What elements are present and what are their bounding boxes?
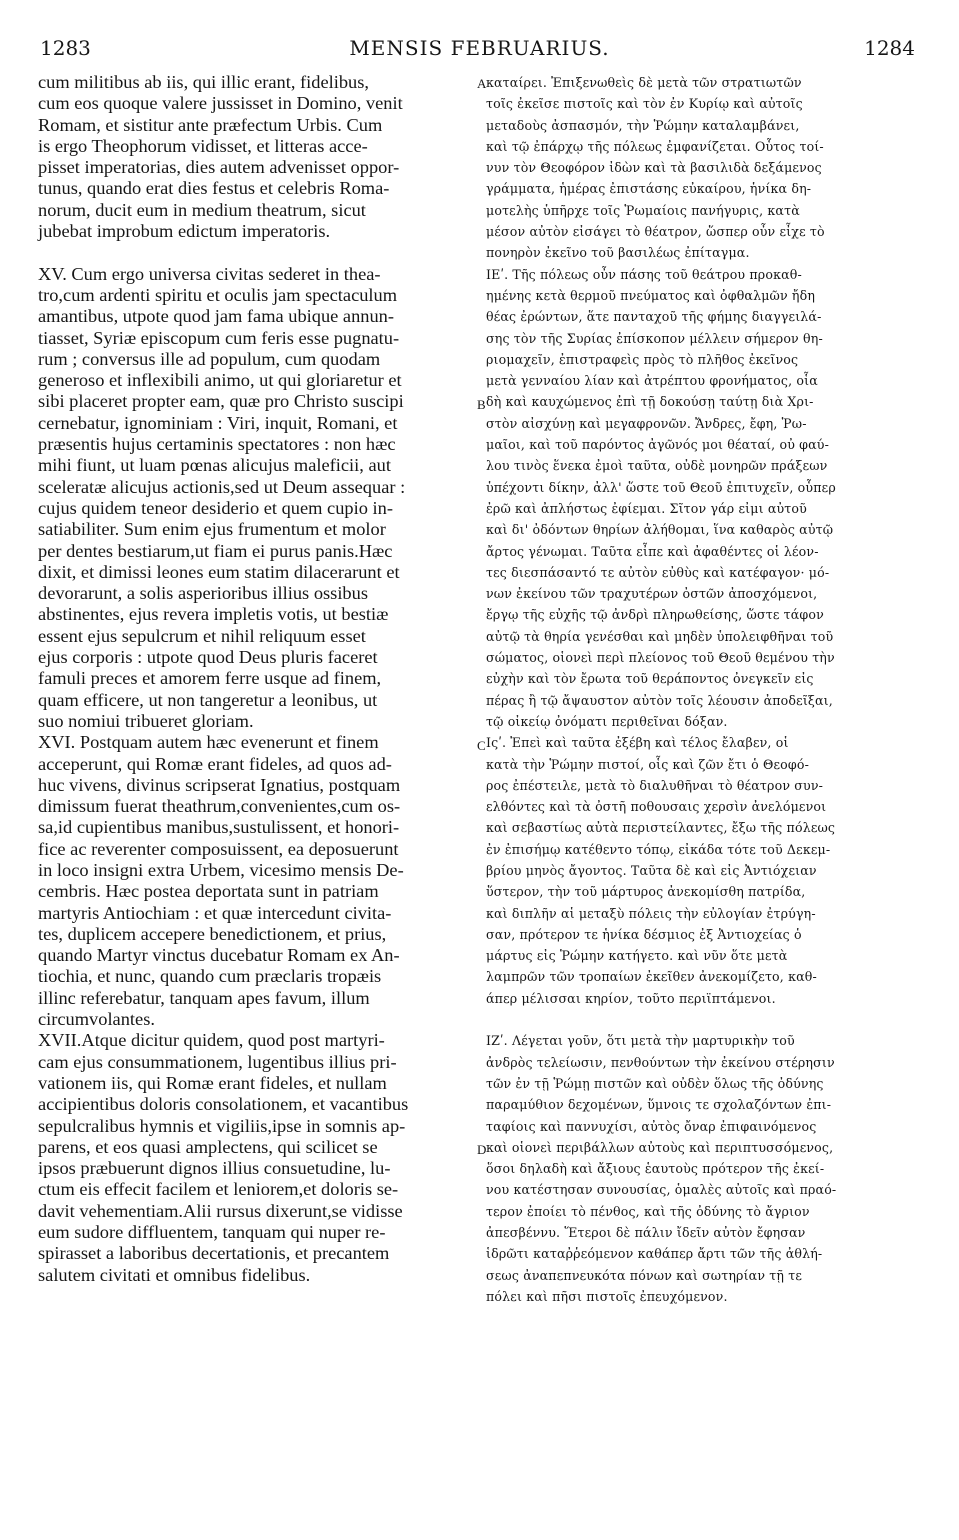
greek-text-line: μέσον αὐτὸν εἰσάγει τὸ θέατρον, ὥσπερ οὖν εἶχε τὸ xyxy=(486,224,825,240)
greek-text-line: καὶ οἱονεὶ περιβάλλων αὐτοὺς καὶ περιπτυσσόμενος, xyxy=(486,1139,834,1155)
latin-text-line: satiabiliter. Sum enim ejus frumentum et molor xyxy=(38,519,386,540)
latin-column xyxy=(38,72,470,1286)
latin-text-line: cum eos quoque valere jussisset in Domino, venit xyxy=(38,93,403,114)
latin-text-line: devorarunt, a solis asperioribus illius ossibus xyxy=(38,583,368,604)
greek-text-line: λαμπρῶν τῶν τροπαίων ἐκεῖθεν ἀνεκομίζετο, καθ- xyxy=(486,969,817,985)
latin-text-line xyxy=(38,242,470,263)
greek-text-line: στὸν αἰσχύνῃ καὶ μεγαφρονῶν. Ἄνδρες, ἔφη, Ῥω- xyxy=(486,415,807,431)
latin-text-line: ipsos præbuerunt dignos illius consuetudine, lu- xyxy=(38,1158,391,1179)
running-title: MENSIS FEBRUARIUS. xyxy=(349,36,610,60)
greek-text-line: ημένης κετὰ θερμοῦ πνεύματος καὶ ὀφθαλμῶν ἤδη xyxy=(486,287,816,303)
greek-text-line: νυν τὸν Θεοφόρον ἰδὼν καὶ τὰ βασιλιδὰ δεξάμενος xyxy=(486,160,822,176)
greek-text-line: γράμματα, ἡμέρας ἐπιστάσης εὐκαίρου, ἡνίκα δη- xyxy=(486,181,812,197)
greek-text-line: βρίου μηνὸς ἄγοντος. Ταῦτα δὲ καὶ εἰς Ἀντιόχειαν xyxy=(486,862,817,878)
latin-text-line: tunus, quando erat dies festus et celebris Roma- xyxy=(38,178,390,199)
latin-text-line: vationem iis, qui Romæ erant fideles, et nullam xyxy=(38,1072,387,1093)
greek-text-line: μαῖοι, καὶ τοῦ παρόντος ἀγῶνός μοι θέαταί, οὐ φαύ- xyxy=(486,437,830,453)
latin-text-line: XV. Cum ergo universa civitas sederet in thea- xyxy=(38,263,381,284)
latin-text-line: pisset imperatorias, dies autem advenisset oppor- xyxy=(38,157,400,178)
latin-text-line: eum sudore diffluentem, tanquam qui nuper re- xyxy=(38,1222,386,1243)
latin-text-line: cernebatur, ignominiam : Viri, inquit, Romani, et xyxy=(38,412,398,433)
latin-text-line: in loco insigni extra Urbem, vicesimo mensis De- xyxy=(38,859,404,880)
latin-text-line: tes, duplicem accepere benedictionem, et prius, xyxy=(38,923,387,944)
greek-text-line: ἄρτος γένωμαι. Ταῦτα εἶπε καὶ ἀφαθέντες οἱ λέον- xyxy=(486,543,819,559)
greek-text-line: τοῖς ἐκεῖσε πιστοῖς καὶ τὸν ἐν Κυρίῳ καὶ αὐτοῖς xyxy=(486,96,803,112)
latin-text-line: Romam, et sistitur ante præfectum Urbis. Cum xyxy=(38,114,383,135)
greek-text-line: ὕστερον, τὴν τοῦ μάρτυρος ἀνεκομίσθη πατρίδα, xyxy=(486,884,806,900)
greek-text-line: καὶ διπλῆν αἱ μεταξὺ πόλεις τὴν εὐλογίαν ἐτρύγη- xyxy=(486,905,816,921)
latin-text-line: tiasset, Syriæ episcopum cum feris esse pugnatu- xyxy=(38,327,400,348)
greek-text-line: τες διεσπάσαντό τε αὐτὸν εὐθὺς καὶ κατέφαγον· μό- xyxy=(486,564,830,580)
greek-text-line: καταίρει. Ἐπιξενωθεὶς δὲ μετὰ τῶν στρατιωτῶν xyxy=(486,75,802,90)
latin-text-line: tro,cum ardenti spiritu et oculis jam spectaculum xyxy=(38,284,398,305)
latin-text-line: quam efficere, ut non tangeretur a leonibus, ut xyxy=(38,689,378,710)
latin-text-line: cam ejus consummationem, lugentibus illius pri- xyxy=(38,1051,397,1072)
latin-text-line: ctum eis effecit facilem et leniorem,et doloris se- xyxy=(38,1179,399,1200)
latin-text-line: dimissum fuerat theathrum,convenientes,cum os- xyxy=(38,796,401,817)
greek-text-line: σης τὸν τῆς Συρίας ἐπίσκοπον μέλλειν σήμερον θη- xyxy=(486,330,823,346)
latin-text-line: martyris Antiochiam : et quæ intercedunt civita- xyxy=(38,902,392,923)
latin-text-line: jubebat improbum edictum imperatoris. xyxy=(38,221,331,242)
page-number-right: 1284 xyxy=(864,36,915,60)
greek-text-line: καὶ τῷ ἐπάρχῳ τῆς πόλεως ἐμφανίζεται. Οὗτος τοί- xyxy=(486,138,824,154)
greek-text-line: κατὰ τὴν Ῥώμην πιστοί, οἷς καὶ ζῶν ἔτι ὁ Θεοφό- xyxy=(486,756,809,772)
latin-text-line: sibi placeret propter eam, quæ pro Christo suscipi xyxy=(38,391,404,412)
page-number-left: 1283 xyxy=(40,36,91,60)
latin-text-line: illinc referebatur, tanquam apes favum, illum xyxy=(38,987,370,1008)
latin-text-line: huc vivens, divinus scripserat Ignatius, postquam xyxy=(38,774,401,795)
greek-text-line: παραμύθιον δεχομένων, ὕμνοις τε σχολαζόντων ἐπι- xyxy=(486,1097,832,1113)
latin-text-line: præsentis hujus certaminis spectatores : non hæc xyxy=(38,434,396,455)
latin-text-line: davit vehementiam.Alii rursus dixerunt,se vidisse xyxy=(38,1200,403,1221)
latin-text-line: generoso et inflexibili animo, ut qui gloriaretur et xyxy=(38,370,402,391)
latin-text-line: sepulcralibus hymnis et vigiliis,ipse in somnis ap- xyxy=(38,1115,406,1136)
latin-text-line: norum, ducit eum in medium theatrum, sicut xyxy=(38,199,366,220)
latin-text-line: salutem civitati et omnibus fidelibus. xyxy=(38,1264,311,1285)
latin-text-line: sa,id cupientibus manibus,sustulissent, et honori- xyxy=(38,817,400,838)
greek-text-line: τῶν ἐν τῇ Ῥώμῃ πιστῶν καὶ οὐδὲν ὅλως τῆς ὀδύνης xyxy=(486,1075,824,1091)
greek-text-line: ριομαχεῖν, ἐπιστραφεὶς πρὸς τὸ πλῆθος ἐκεῖνος xyxy=(486,351,799,367)
greek-text-line: ἐν ἐπισήμῳ κατέθεντο τόπῳ, εἰκάδα τότε τοῦ Δεκεμ- xyxy=(486,841,831,857)
latin-text-line: dixit, et dimissi leones eum statim dilacerarunt et xyxy=(38,561,400,582)
greek-text-line: καὶ σεβαστίως αὐτὰ περιστείλαντες, ἔξω τῆς πόλεως xyxy=(486,820,836,836)
greek-text-line: ΙΕʹ. Τῆς πόλεως οὖν πάσης τοῦ θεάτρου προκαθ- xyxy=(486,266,802,282)
latin-text-line: acceperunt, qui Romæ erant fideles, ad quos ad- xyxy=(38,753,392,774)
greek-text-line: λου τινὸς ἕνεκα ἐμοὶ ταῦτα, οὐδὲ μονηρῶν πράξεων xyxy=(486,458,828,474)
margin-letter-d: D xyxy=(477,1142,487,1157)
greek-text-line: μεταδοὺς ἀσπασμόν, τὴν Ῥώμην καταλαμβάνει, xyxy=(486,117,800,133)
greek-text-line: νου κατέστησαν συνουσίας, ὁμαλὲς αὐτοῖς καὶ πραό- xyxy=(486,1182,837,1198)
latin-text-line: rum ; conversus ille ad populum, cum quodam xyxy=(38,348,381,369)
greek-text-line: σεως ἀναπεπνευκότα πόνων καὶ σωτηρίαν τῇ τε xyxy=(486,1267,803,1283)
greek-text-line: μοτελὴς ὑπῆρχε τοῖς Ῥωμαίοις πανήγυρις, κατὰ xyxy=(486,202,800,218)
latin-text-line: per dentes bestiarum,ut fiam ei purus panis.Hæc xyxy=(38,540,393,561)
greek-text-line: μετὰ γενναίου λίαν καὶ ἀτρέπτου φρονήματος, οἷα xyxy=(486,373,818,389)
greek-text-line: ἔργῳ τῆς εὐχῆς τῷ ἀνδρὶ πληρωθείσης, ὥστε τάφον xyxy=(486,607,824,623)
greek-text-line xyxy=(486,1009,932,1030)
greek-text-line: σαν, πρότερον τε ἡνίκα δέσμιος ἐξ Ἀντιοχείας ὁ xyxy=(486,926,802,942)
greek-text-line: δὴ καὶ καυχώμενος ἐπὶ τῇ δοκούσῃ ταύτῃ διὰ Χρι- xyxy=(486,394,814,410)
greek-text-line: ὅσοι δηλαδὴ καὶ ἄξιους ἑαυτοὺς πρότερον τῆς ἐκεί- xyxy=(486,1161,825,1177)
greek-text-line: πόλει καὶ πῆσι πιστοῖς ἐπευχόμενον. xyxy=(486,1288,728,1304)
greek-text-line: θέας ἐρώντων, ἅτε πανταχοῦ τῆς φήμης διαγγειλά- xyxy=(486,309,822,325)
latin-text-line: fice ac reverenter composuissent, ea deposuerunt xyxy=(38,838,399,859)
margin-letter-c: C xyxy=(477,738,486,753)
latin-text-line: ejus corporis : utpote quod Deus pluris faceret xyxy=(38,647,378,668)
greek-text-line: μάρτυς εἰς Ῥώμην κατήγετο. καὶ νῦν ὅτε μετὰ xyxy=(486,948,788,964)
greek-text-line: ἱδρῶτι καταῤῥεόμενον καθάπερ ἄρτι τῶν τῆς ἀθλή- xyxy=(486,1246,823,1262)
latin-text-line: cum militibus ab iis, qui illic erant, fidelibus, xyxy=(38,72,369,92)
margin-letter-b: B xyxy=(477,397,486,412)
greek-text-line: σώματος, οἱονεὶ περὶ πλείονος τοῦ Θεοῦ θεμένου τὴν xyxy=(486,650,835,666)
greek-text-line: νων ἐκείνου τῶν τραχυτέρων ὀστῶν ἀποσχόμενοι, xyxy=(486,586,818,602)
latin-text-line: essent ejus sepulcrum et nihil reliquum esset xyxy=(38,625,366,646)
latin-text-line: XVI. Postquam autem hæc evenerunt et finem xyxy=(38,732,379,753)
greek-text-line: ταφίοις καὶ παννυχίσι, αὐτὸς ὄναρ ἐπιφαινόμενος xyxy=(486,1118,817,1134)
greek-text-line: ἐρῶ καὶ ἀπλήστως ἐφίεμαι. Σῖτον γάρ εἰμι αὐτοῦ xyxy=(486,500,807,516)
latin-text-line: amantibus, utpote quod jam fama ubique annun- xyxy=(38,306,394,327)
latin-text-line: parens, et eos quasi amplectens, qui scilicet se xyxy=(38,1136,378,1157)
greek-text-line: ΙΖʹ. Λέγεται γοῦν, ὅτι μετὰ τὴν μαρτυρικὴν τοῦ xyxy=(486,1033,795,1049)
greek-text-line: ἀνδρὸς τελείωσιν, πενθούντων τὴν ἐκείνου στέρησιν xyxy=(486,1054,835,1070)
greek-text-line: ἀπεσβέννυ. Ἕτεροι δὲ πάλιν ἴδεῖν αὐτὸν ἔφησαν xyxy=(486,1225,806,1241)
greek-text-line: άπερ μέλισσαι κηρίον, τοῦτο περιϊπτάμενοι. xyxy=(486,990,776,1006)
greek-text-line: πονηρὸν ἐκεῖνο τοῦ βασιλέως ἐπίταγμα. xyxy=(486,245,750,261)
latin-text-line: sceleratæ alicujus actionis,sed ut Deum assequar : xyxy=(38,476,406,497)
latin-text-line: famuli preces et amorem ferre usque ad finem, xyxy=(38,668,382,689)
greek-text-line: αὐτῷ τὰ θηρία γενέσθαι καὶ μηδὲν ὑπολειφθῆναι τοῦ xyxy=(486,628,834,644)
greek-text-line: ρος ἐπέστειλε, μετὰ τὸ διαλυθῆναι τὸ θέατρον συν- xyxy=(486,777,824,793)
greek-text-line: πέρας ἢ τῷ ἄψαυστον αὐτὸν τοῖς λέουσιν ἀποδεῖξαι, xyxy=(486,692,833,708)
latin-text-line: suo nomiui tribueret gloriam. xyxy=(38,710,254,731)
greek-text-line: εὐχὴν καὶ τὸν ἔρωτα τοῦ θεράποντος ὀνεγκεῖν εἰς xyxy=(486,671,814,687)
greek-text-line: καὶ δι' ὀδόντων θηρίων ἀλήθομαι, ἵνα καθαρὸς αὐτῷ xyxy=(486,522,834,538)
greek-text-line: ὑπέχοντι δίκην, ἀλλ' ὥστε τοῦ Θεοῦ ἐπιτυχεῖν, οὗπερ xyxy=(486,479,836,495)
latin-text-line: cujus quidem teneor desiderio et quem cupio in- xyxy=(38,497,393,518)
latin-text-line: XVII.Atque dicitur quidem, quod post martyri- xyxy=(38,1030,385,1051)
greek-text-line: τῷ οἰκείῳ ὀνόματι περιθεῖναι δόξαν. xyxy=(486,713,728,729)
greek-column xyxy=(486,72,932,1307)
greek-text-line: ελθόντες καὶ τὰ ὀστῆ ποθουσαις χερσὶν ἀνελόμενοι xyxy=(486,799,827,815)
latin-text-line: mihi fiunt, ut luam pœnas alicujus maleficii, aut xyxy=(38,455,391,476)
latin-text-line: is ergo Theophorum vidisset, et litteras acce- xyxy=(38,135,368,156)
latin-text-line: spirasset a laboribus decertationis, et precantem xyxy=(38,1243,390,1264)
margin-letter-a: A xyxy=(477,76,487,91)
latin-text-line: cembris. Hæc postea deportata sunt in patriam xyxy=(38,881,379,902)
latin-text-line: quando Martyr vinctus ducebatur Romam ex An- xyxy=(38,945,400,966)
latin-text-line: tiochia, et nunc, quando cum præclaris tropæis xyxy=(38,966,382,987)
greek-text-line: τερον ἐποίει τὸ πένθος, καὶ τῆς ὀδύνης τὸ ἄγριον xyxy=(486,1203,810,1219)
latin-text-line: accipientibus doloris consolationem, et vacantibus xyxy=(38,1094,409,1115)
latin-text-line: abstinentes, ejus revera impletis votis, ut bestiæ xyxy=(38,604,389,625)
greek-text-line: Ιςʹ. Ἐπεὶ καὶ ταῦτα ἐξέβη καὶ τέλος ἔλαβεν, οἱ xyxy=(486,735,789,751)
running-header xyxy=(36,36,923,60)
latin-text-line: circumvolantes. xyxy=(38,1009,155,1030)
